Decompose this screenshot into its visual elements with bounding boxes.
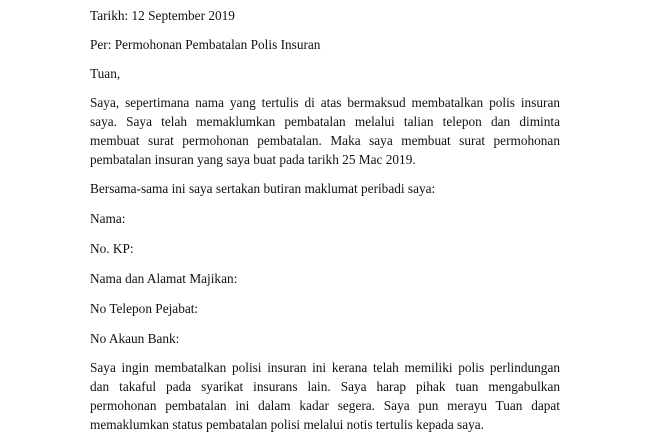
paragraph1-line: Saya, sepertimana nama yang tertulis di atas bermaksud membatalkan polis insuran — [90, 95, 560, 110]
paragraph2-line: Saya ingin membatalkan polisi insuran ini kerana telah memiliki polis perlindungan — [90, 360, 560, 375]
field-office-phone-label: No Telepon Pejabat: — [90, 301, 199, 316]
paragraph1-line: pembatalan insuran yang saya buat pada tarikh 25 Mac 2019. — [90, 152, 416, 167]
field-employer-label: Nama dan Alamat Majikan: — [90, 271, 238, 286]
paragraph2-line: memaklumkan status pembatalan polisi melalui notis tertulis kepada saya. — [90, 417, 485, 432]
subject-line: Per: Permohonan Pembatalan Polis Insuran — [90, 37, 321, 52]
paragraph2-line: permohonan pembatalan ini dalam kadar segera. Saya pun merayu Tuan dapat — [90, 398, 560, 413]
paragraph1-line: membuat surat permohonan pembatalan. Maka saya membuat surat permohonan — [90, 133, 560, 148]
paragraph-request — [90, 358, 560, 434]
paragraph2-line: dan takaful pada syarikat insurans lain. Saya harap pihak tuan mengabulkan — [90, 379, 560, 394]
salutation: Tuan, — [90, 66, 121, 81]
paragraph-cancellation-reason — [90, 93, 560, 169]
field-ic-label: No. KP: — [90, 241, 134, 256]
paragraph1-line: saya. Saya telah memaklumkan pembatalan melalui talian telepon dan diminta — [90, 114, 560, 129]
field-name-label: Nama: — [90, 211, 126, 226]
letter-page — [90, 6, 560, 434]
field-bank-account-label: No Akaun Bank: — [90, 331, 180, 346]
details-intro: Bersama-sama ini saya sertakan butiran maklumat peribadi saya: — [90, 181, 436, 196]
date-line: Tarikh: 12 September 2019 — [90, 8, 235, 23]
